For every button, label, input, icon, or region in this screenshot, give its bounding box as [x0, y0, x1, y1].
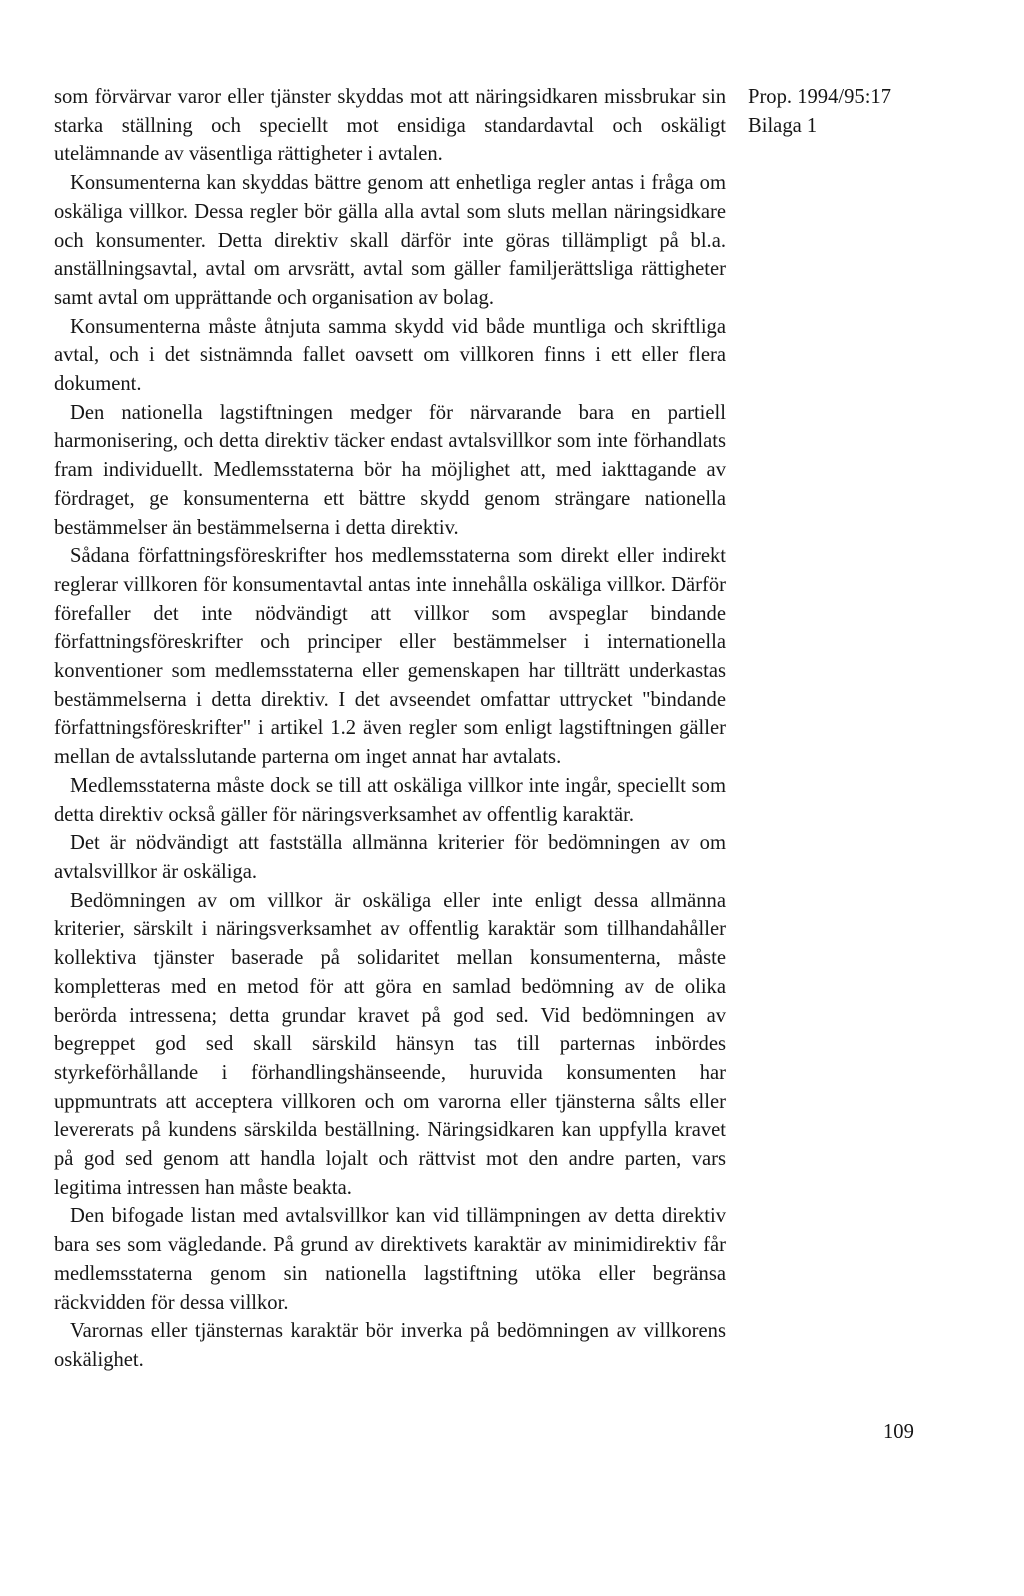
- paragraph-6: Medlemsstaterna måste dock se till att oskäliga villkor inte ingår, speciellt som detta direktiv också gäller för näringsverksamhet av offentlig karaktär.: [54, 774, 726, 826]
- body-text: [54, 83, 726, 1375]
- paragraph-2: Konsumenterna kan skyddas bättre genom att enhetliga regler antas i fråga om oskäliga villkor. Dessa regler bör gälla alla avtal som sluts mellan näringsidkare och konsumenter. Detta direktiv skall därför inte göras tillämpligt på bl.a. anställningsavtal, avtal om arvsrätt, avtal som gäller familjerättsliga rättigheter samt avtal om upprättande och organisation av bolag.: [54, 172, 726, 309]
- paragraph-10: Varornas eller tjänsternas karaktär bör inverka på bedömningen av villkorens oskälighet.: [54, 1320, 726, 1371]
- paragraph-3: Konsumenterna måste åtnjuta samma skydd vid både muntliga och skriftliga avtal, och i det sistnämnda fallet oavsett om villkoren finns i ett eller flera dokument.: [54, 315, 726, 396]
- appendix-label: Bilaga 1: [748, 114, 818, 137]
- paragraph-4: Den nationella lagstiftningen medger för närvarande bara en partiell harmonisering, och detta direktiv täcker endast avtalsvillkor som inte förhandlats fram individuellt. Medlemsstaterna bör ha möjlighet att, med iakttagande av fördraget, ge konsumenterna ett bättre skydd genom strängare nationella bestämmelser än bestämmelserna i detta direktiv.: [54, 401, 726, 539]
- paragraph-7: Det är nödvändigt att fastställa allmänna kriterier för bedömningen av om avtalsvillkor är oskäliga.: [54, 832, 726, 883]
- paragraph-9: Den bifogade listan med avtalsvillkor kan vid tillämpningen av detta direktiv bara ses som vägledande. På grund av direktivets karaktär av minimidirektiv får medlemsstaterna genom sin nationella lagstiftning utöka eller begränsa räckvidden för dessa villkor.: [54, 1205, 726, 1314]
- proposition-number: Prop. 1994/95:17: [748, 86, 892, 108]
- paragraph-8: Bedömningen av om villkor är oskäliga eller inte enligt dessa allmänna kriterier, särskilt i näringsverksamhet av offentlig karaktär som tillhandahåller kollektiva tjänster baserade på solidaritet mellan konsumenterna, måste kompletteras med en metod för att göra en samlad bedömning av de olika berörda intressena; detta grundar kravet på god sed. Vid bedömningen av begreppet god sed skall särskild hänsyn tas till parternas inbördes styrkeförhållande i förhandlingshänseende, huruvida konsumenten har uppmuntrats att acceptera villkoren och om varorna eller tjänsterna sålts eller levererats på kundens särskilda beställning. Näringsidkaren kan uppfylla kravet på god sed genom att handla lojalt och rättvist mot den andre parten, vars legitima intressen han måste beakta.: [54, 889, 726, 1199]
- margin-reference: [748, 83, 891, 140]
- page-number: 109: [883, 1421, 914, 1443]
- paragraph-5: Sådana författningsföreskrifter hos medlemsstaterna som direkt eller indirekt reglerar villkoren för konsumentavtal antas inte innehålla oskäliga villkor. Därför förefaller det inte nödvändigt att villkor som avspeglar bindande författningsföreskrifter och principer eller bestämmelser i internationella konventioner som medlemsstaterna eller gemenskapen har tillträtt underkastas bestämmelserna i detta direktiv. I det avseendet omfattar uttrycket "bindande författningsföreskrifter" i artikel 1.2 även regler som enligt lagstiftningen gäller mellan de avtalsslutande parterna om inget annat har avtalats.: [54, 545, 726, 769]
- paragraph-1: som förvärvar varor eller tjänster skyddas mot att näringsidkaren missbrukar sin starka ställning och speciellt mot ensidiga standardavtal och oskäligt utelämnande av väsentliga rättigheter i avtalen.: [54, 86, 726, 166]
